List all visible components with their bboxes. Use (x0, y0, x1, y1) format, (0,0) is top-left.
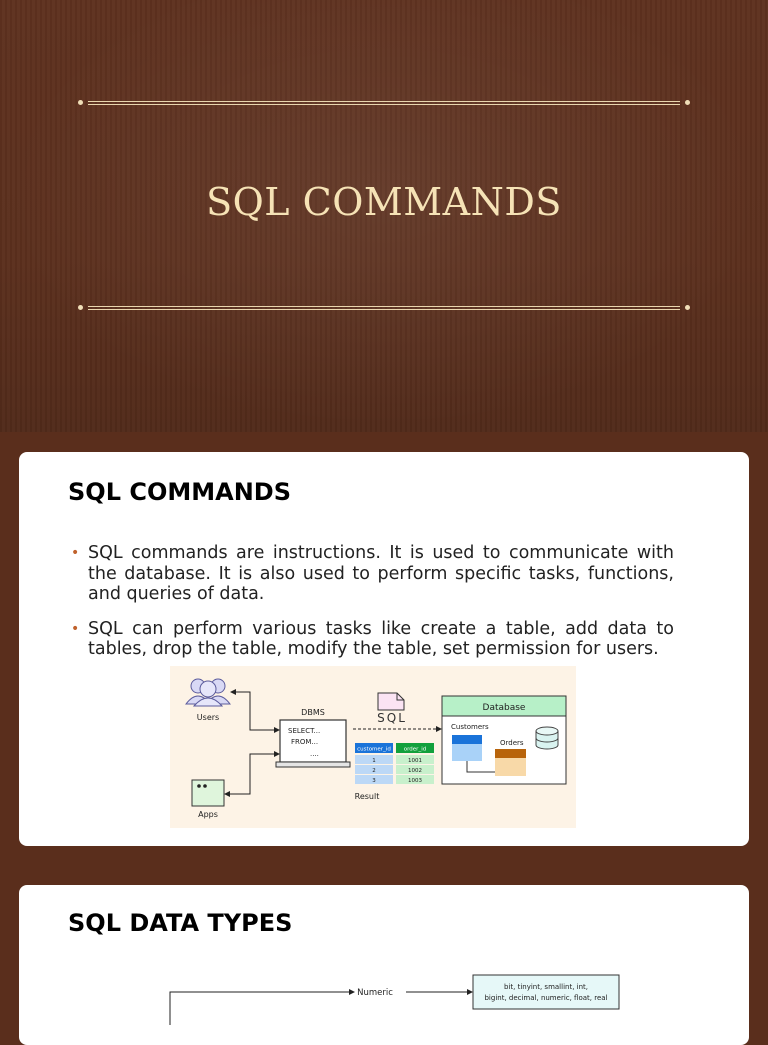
dbms-label: DBMS (301, 708, 325, 717)
slide-title: SQL COMMANDS (206, 180, 562, 224)
result-cell: 2 (372, 768, 376, 774)
query-line: .... (310, 750, 319, 758)
result-cell: 1002 (408, 768, 422, 774)
result-header-cell: order_id (403, 746, 427, 753)
sql-data-types-heading: SQL DATA TYPES (68, 909, 293, 937)
bullet-item: • SQL can perform various tasks like create a table, add data to tables, drop the table, modify the table, set permission for users. (71, 618, 674, 659)
bullet-dot-icon: • (71, 620, 80, 637)
sql-label: SQL (377, 711, 407, 725)
apps-label: Apps (198, 810, 218, 819)
numeric-types-text: bit, tinyint, smallint, int, (504, 983, 588, 991)
numeric-types-text: bigint, decimal, numeric, float, real (484, 994, 608, 1002)
numeric-branch-lines (170, 989, 473, 1025)
query-line: SELECT... (288, 727, 321, 735)
result-cell: 1 (372, 758, 376, 764)
bottom-decorative-rule (78, 305, 690, 311)
orders-label: Orders (500, 739, 524, 747)
customers-label: Customers (451, 723, 489, 731)
sql-document-icon (378, 693, 404, 710)
top-decorative-rule (78, 100, 690, 106)
result-label: Result (354, 792, 380, 801)
result-header-cell: customer_id (357, 746, 391, 753)
data-types-diagram (149, 965, 629, 1025)
database-label: Database (482, 703, 526, 713)
result-cell: 1003 (408, 778, 422, 784)
users-label: Users (196, 713, 220, 722)
bullet-item: • SQL commands are instructions. It is used to communicate with the database. It is also used to perform specific tasks, functions, and queries of data. (71, 543, 674, 604)
sql-commands-slide (19, 452, 749, 846)
result-cell: 3 (372, 778, 376, 784)
customers-table-icon (452, 735, 482, 761)
database-cylinder-icon (536, 727, 558, 749)
query-line: FROM... (291, 738, 319, 746)
sql-data-types-slide (19, 885, 749, 1045)
sql-commands-bullets (68, 543, 674, 674)
numeric-types-box (473, 975, 619, 1009)
sql-commands-heading: SQL COMMANDS (68, 478, 291, 506)
title-slide (0, 0, 768, 432)
numeric-label: Numeric (357, 988, 393, 998)
result-cell: 1001 (408, 758, 422, 764)
bullet-dot-icon: • (71, 545, 80, 561)
apps-icon (192, 780, 224, 806)
orders-table-icon (495, 749, 526, 776)
sql-architecture-diagram (170, 666, 576, 828)
